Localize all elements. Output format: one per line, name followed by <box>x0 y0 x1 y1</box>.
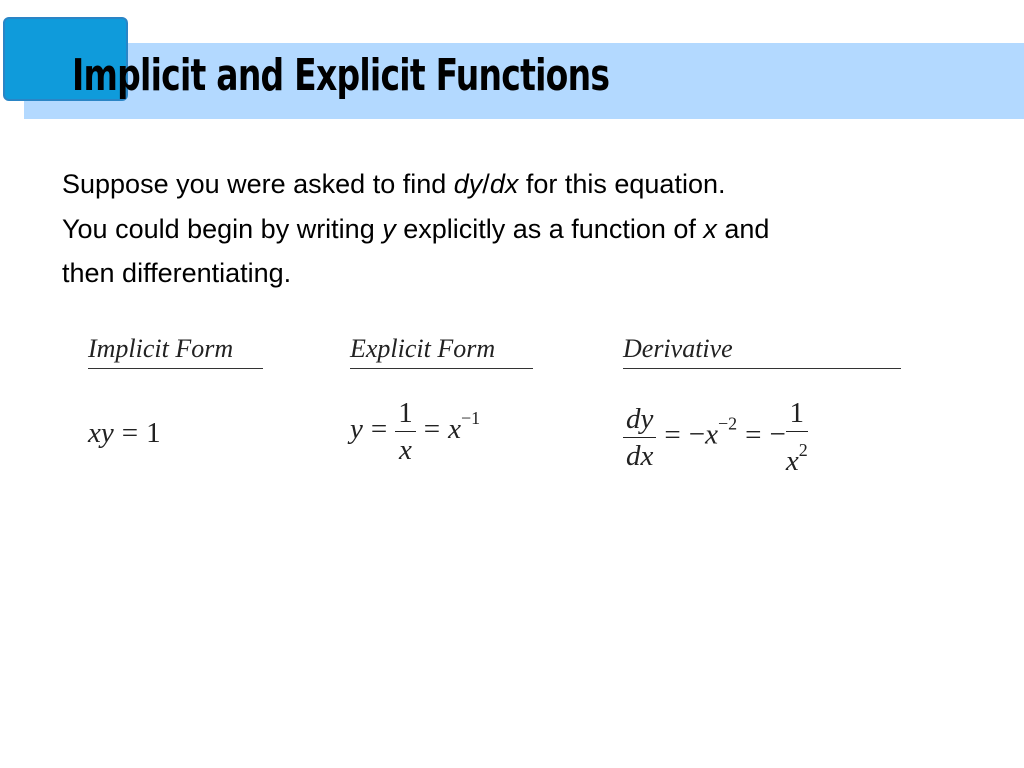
text: for this equation. <box>518 169 726 199</box>
implicit-rhs: 1 <box>146 417 161 449</box>
text-x: x <box>703 213 717 244</box>
power-exponent: −2 <box>717 413 738 434</box>
power-exponent: −1 <box>460 408 481 429</box>
fraction-numerator: 1 <box>786 397 808 432</box>
equals-sign: = <box>370 413 388 446</box>
body-line-2 <box>62 207 982 252</box>
text: You could begin by writing <box>62 213 383 244</box>
slide-title: Implicit and Explicit Functions <box>72 50 610 101</box>
power-exponent: 2 <box>798 440 808 460</box>
power-base: x <box>785 445 799 477</box>
fraction-one-over-x <box>395 397 416 466</box>
equals-sign: = <box>745 418 762 451</box>
header-derivative: Derivative <box>623 334 901 369</box>
fraction-denominator <box>786 432 808 477</box>
text: explicitly as a function of <box>395 213 704 244</box>
text-dy: dy <box>453 169 483 199</box>
equals-sign: = <box>121 417 139 449</box>
implicit-equation <box>88 417 161 450</box>
text: then differentiating. <box>62 258 292 288</box>
explicit-equation <box>350 397 480 466</box>
minus-sign: − <box>688 418 706 451</box>
equals-sign: = <box>664 418 681 451</box>
fraction-numerator: dy <box>623 403 656 438</box>
equals-sign: = <box>423 413 441 446</box>
text: Suppose you were asked to find <box>62 169 454 199</box>
explicit-y: y <box>350 413 363 446</box>
text: and <box>716 213 770 244</box>
body-line-1 <box>62 162 982 207</box>
text-y: y <box>382 213 396 244</box>
body-paragraph <box>62 162 982 296</box>
text-dx: dx <box>489 169 519 199</box>
minus-sign: − <box>769 418 786 451</box>
header-implicit-form: Implicit Form <box>88 334 263 369</box>
text-slash: / <box>482 169 490 199</box>
power-base: x <box>448 413 461 446</box>
fraction-numerator: 1 <box>395 397 416 432</box>
power-base: x <box>705 418 718 451</box>
fraction-one-over-x-squared <box>786 397 808 477</box>
body-line-3 <box>62 251 982 296</box>
implicit-lhs: xy <box>88 417 114 449</box>
fraction-denominator: x <box>399 434 412 466</box>
header-explicit-form: Explicit Form <box>350 334 533 369</box>
fraction-dy-dx <box>623 403 656 472</box>
fraction-denominator: dx <box>626 439 654 472</box>
derivative-equation <box>623 397 808 477</box>
